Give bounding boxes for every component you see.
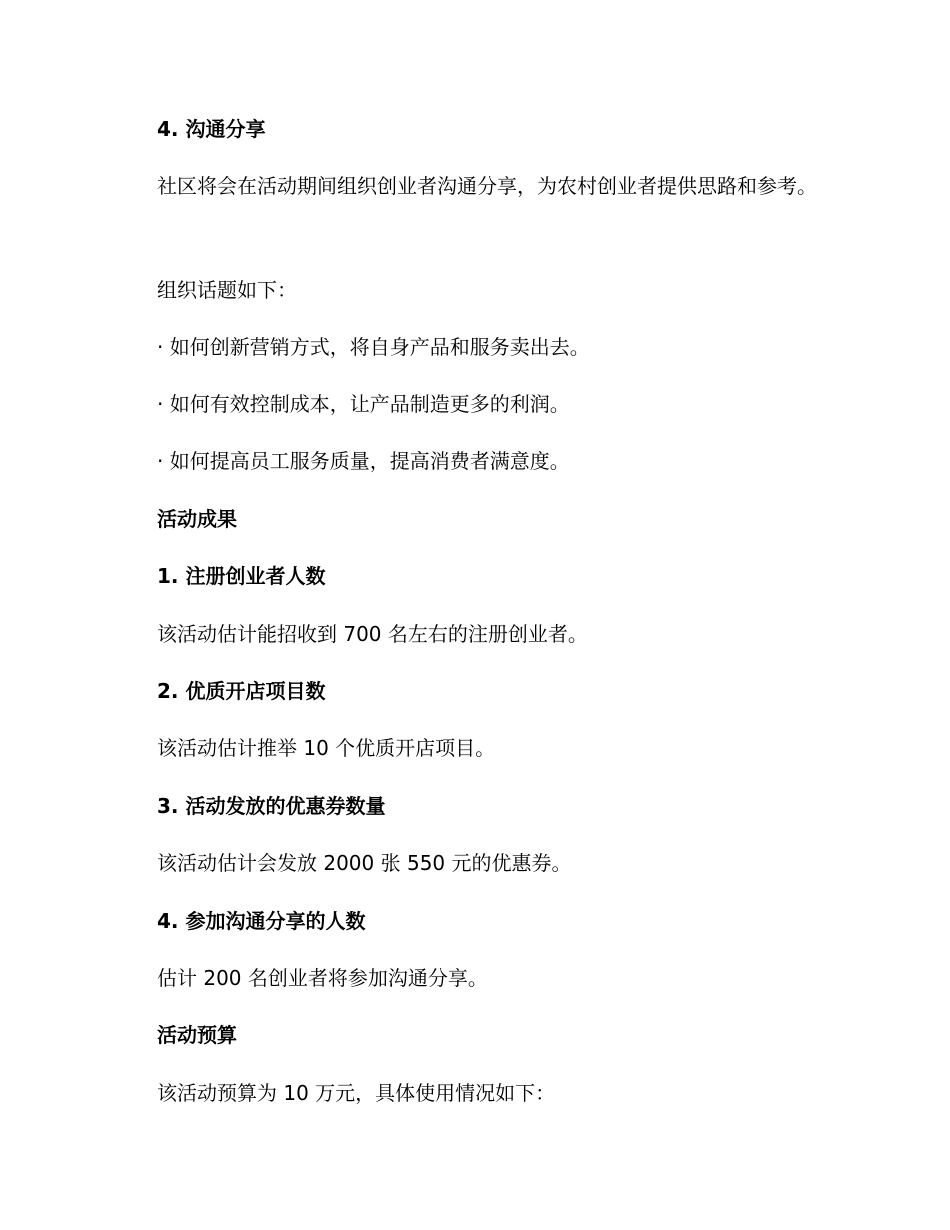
text-budget: 该活动预算为 10 万元，具体使用情况如下： [157, 1081, 556, 1105]
subheading-sharing-participants: 4. 参加沟通分享的人数 [157, 909, 366, 933]
bullet-marketing: · 如何创新营销方式，将自身产品和服务卖出去。 [157, 335, 590, 359]
text-registered-count: 该活动估计能招收到 700 名左右的注册创业者。 [157, 622, 588, 646]
paragraph-community-sharing: 社区将会在活动期间组织创业者沟通分享，为农村创业者提供思路和参考。 [157, 174, 817, 198]
subheading-coupons: 3. 活动发放的优惠券数量 [157, 794, 386, 818]
subheading-quality-projects: 2. 优质开店项目数 [157, 679, 326, 703]
section-heading-communication: 4. 沟通分享 [157, 117, 266, 141]
subheading-registered-count: 1. 注册创业者人数 [157, 564, 326, 588]
bullet-service-quality: · 如何提高员工服务质量，提高消费者满意度。 [157, 449, 570, 473]
bullet-cost-control: · 如何有效控制成本，让产品制造更多的利润。 [157, 392, 570, 416]
text-quality-projects: 该活动估计推举 10 个优质开店项目。 [157, 736, 496, 760]
topics-intro: 组织话题如下： [157, 278, 297, 302]
text-sharing-participants: 估计 200 名创业者将参加沟通分享。 [157, 966, 488, 990]
section-heading-budget: 活动预算 [157, 1023, 237, 1047]
section-heading-results: 活动成果 [157, 507, 237, 531]
text-coupons: 该活动估计会发放 2000 张 550 元的优惠券。 [157, 851, 572, 875]
